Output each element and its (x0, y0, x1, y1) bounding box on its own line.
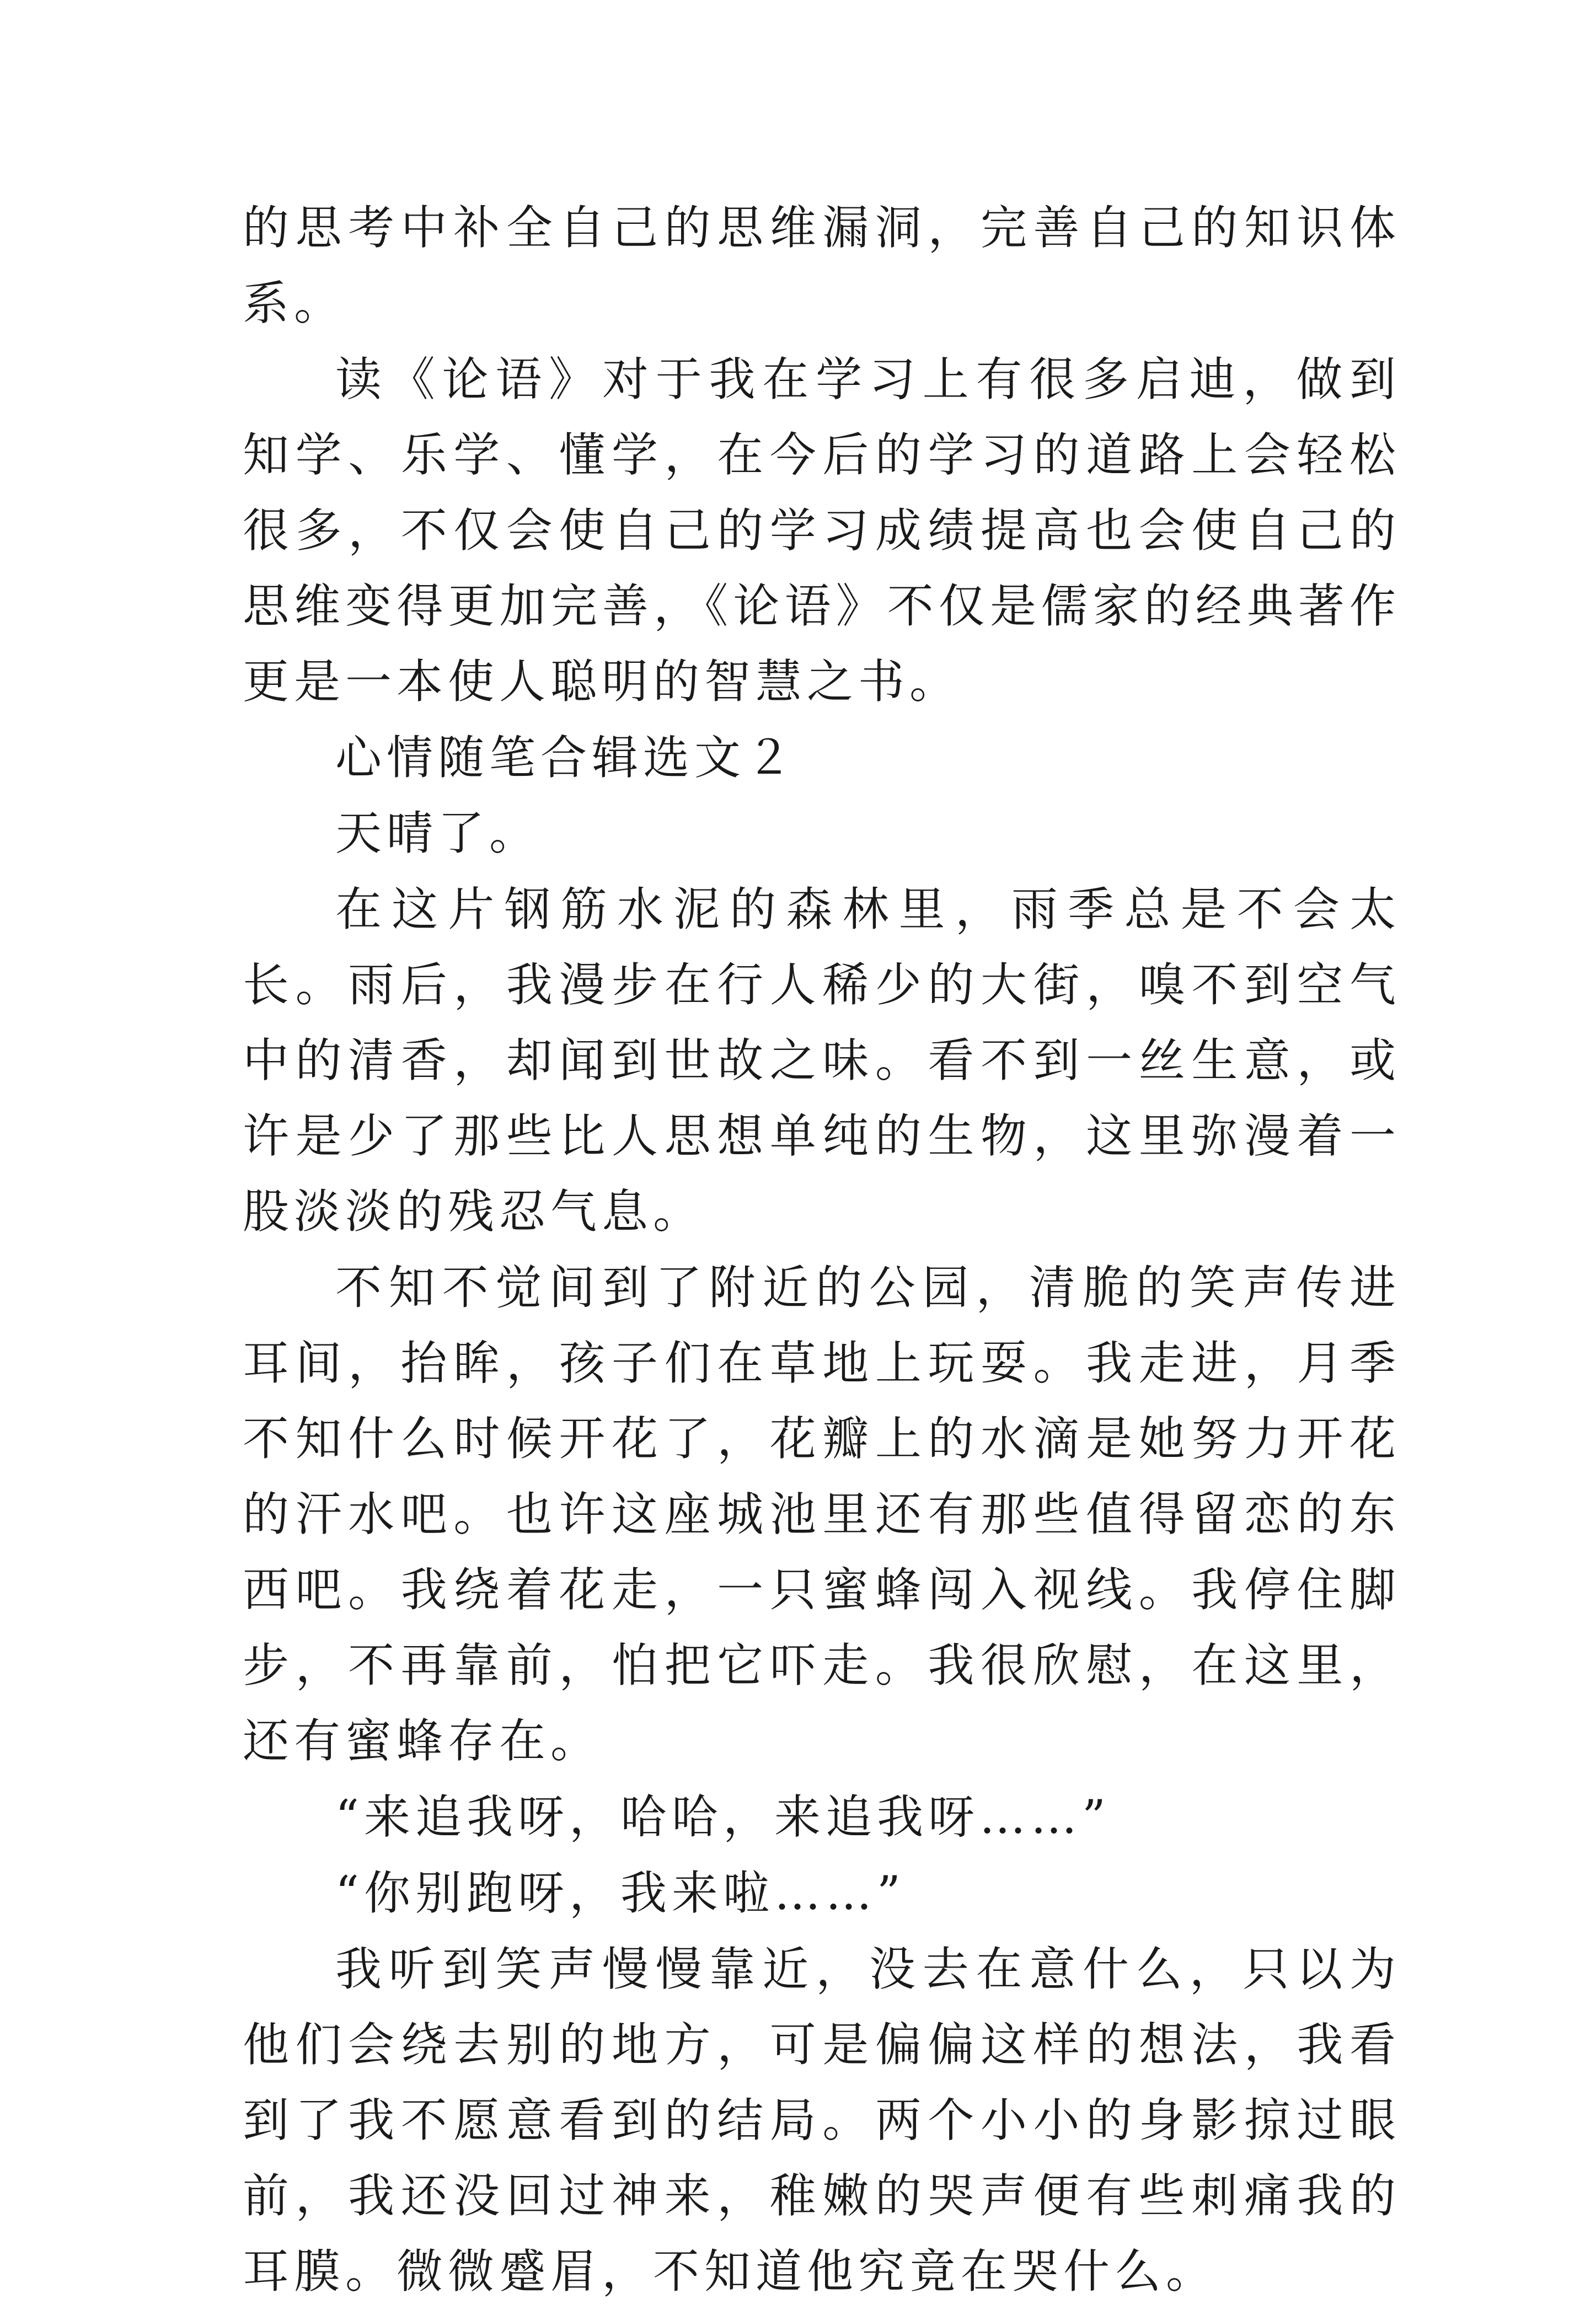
section-heading: 心情随笔合辑选文２ (335, 731, 797, 785)
paragraph-concrete-forest: 在这片钢筋水泥的森林里，雨季总是不会太长。雨后，我漫步在行人稀少的大街，嗅不到空气中的清香，却闻到世故之味。看不到一丝生意，或许是少了那些比人思想单纯的生物，这里弥漫着一股淡淡的残忍气息。 (243, 882, 1401, 1239)
dialogue-line-2: “你别跑呀，我来啦……” (335, 1866, 906, 1920)
paragraph-sky-clear: 天晴了。 (335, 806, 541, 860)
paragraph-continuation: 的思考中补全自己的思维漏洞，完善自己的知识体系。 (243, 201, 1401, 330)
paragraph-park: 不知不觉间到了附近的公园，清脆的笑声传进耳间，抬眸，孩子们在草地上玩耍。我走进，月季不知什么时候开花了，花瓣上的水滴是她努力开花的汗水吧。也许这座城池里还有那些值得留恋的东西吧。我绕着花走，一只蜜蜂闯入视线。我停住脚步，不再靠前，怕把它吓走。我很欣慰，在这里，还有蜜蜂存在。 (243, 1261, 1401, 1768)
paragraph-crying-child: 我听到笑声慢慢靠近，没去在意什么，只以为他们会绕去别的地方，可是偏偏这样的想法，我看到了我不愿意看到的结局。两个小小的身影掠过眼前，我还没回过神来，稚嫩的哭声便有些刺痛我的耳膜。微微蹙眉，不知道他究竟在哭什么。 (243, 1942, 1401, 2298)
paragraph-lunyu-reflection: 读《论语》对于我在学习上有很多启迪，做到知学、乐学、懂学，在今后的学习的道路上会轻松很多，不仅会使自己的学习成绩提高也会使自己的思维变得更加完善，《论语》不仅是儒家的经典著作更是一本使人聪明的智慧之书。 (243, 352, 1401, 709)
document-body (243, 190, 1401, 2310)
dialogue-line-1: “来追我呀，哈哈，来追我呀……” (335, 1790, 1111, 1844)
